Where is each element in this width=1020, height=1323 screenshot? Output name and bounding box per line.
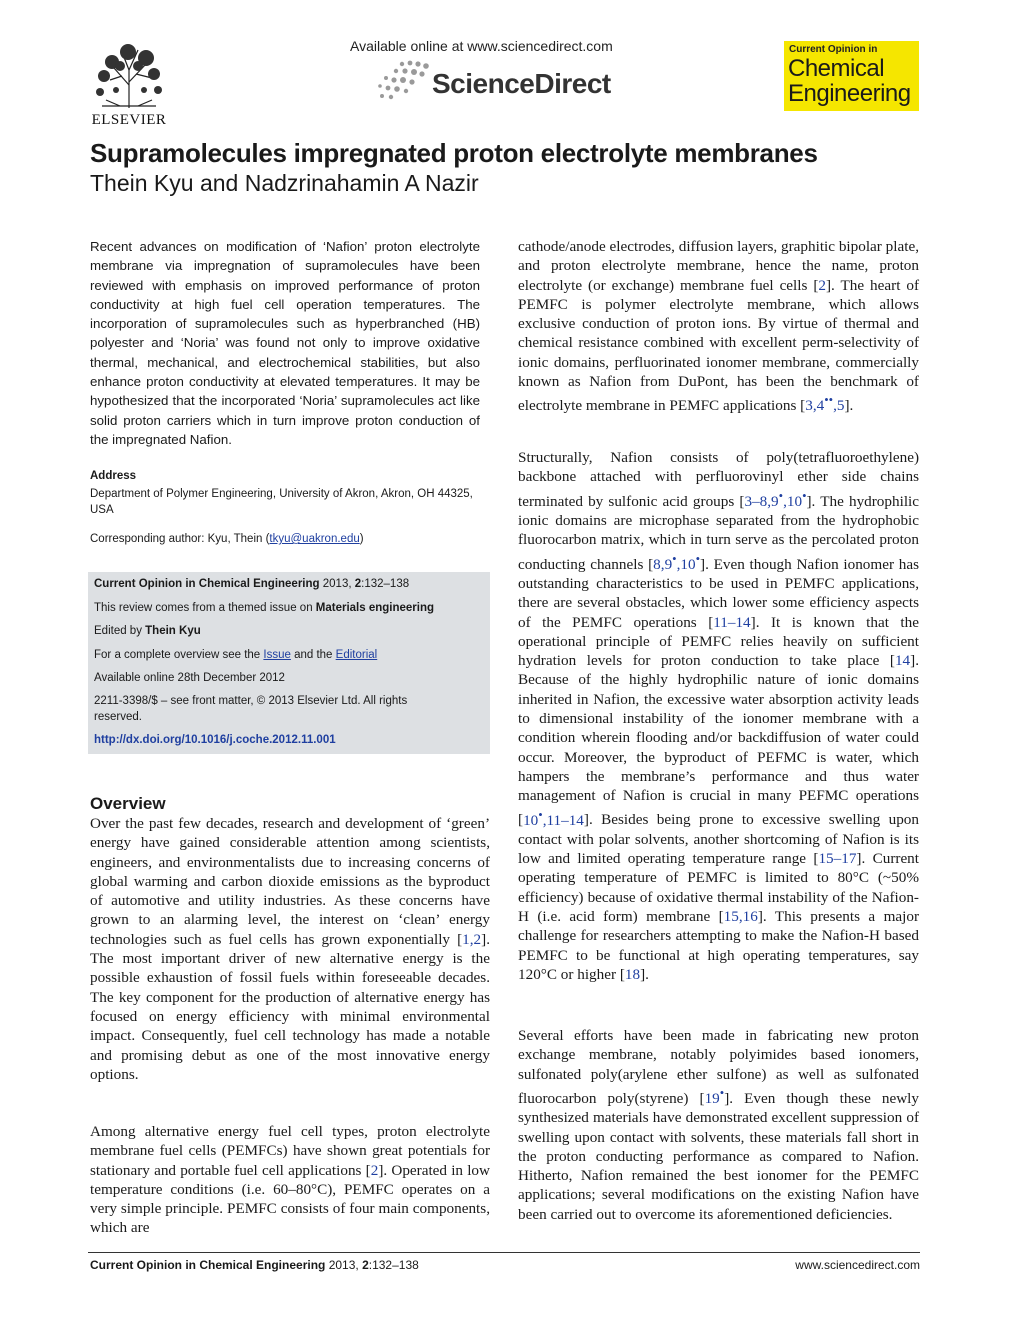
text-run: ]. It is known that the operational principle of PEMFC relies heavily on sufficient hydration levels for proton conduction to take place [ [518,613,919,670]
info-themed-topic: Materials engineering [315,602,435,614]
text-run: ]. The hydrophilic ionic domains are microphase separated from the hydrophobic fluorocarbon matrix, which in turn serve as the percolated proton conducting channels [ [518,492,919,573]
reference-link[interactable]: 1,2 [462,930,482,948]
issue-link[interactable]: Issue [263,649,291,661]
doi-link[interactable] [94,734,336,746]
journal-badge-engineering: Engineering [788,80,911,107]
journal-badge-line1: Current Opinion in [789,44,878,55]
info-edited-by [94,625,201,637]
info-year: 2013, [319,578,355,590]
text-run: 3–8,9 [744,492,779,510]
text-run: 10 [523,811,539,829]
text-run: ]. Even though Nafion ionomer has outstanding characteristics to be used in PEMFC applications, there are several obstacles, which lower some efficiency aspects of the PEMFC operations [ [518,555,920,631]
footer-divider [88,1252,920,1253]
info-overview [94,649,377,661]
text-run: ,10 [676,555,696,573]
reference-link[interactable] [523,807,584,829]
editorial-link[interactable]: Editorial [335,649,378,661]
info-edited-prefix: Edited by [94,625,146,637]
info-journal: Current Opinion in Chemical Engineering [94,578,320,590]
info-editor: Thein Kyu [145,625,201,637]
doi-link-text[interactable]: http://dx.doi.org/10.1016/j.coche.2012.11.001 [94,734,336,746]
text-run: ]. Operated in low temperature conditions (i.e. 60–80°C), PEMFC operates on a very simple principle. PEMFC consists of four main components, which are [90,1161,490,1237]
reference-link[interactable] [704,1085,725,1107]
body-paragraph-3 [518,1026,919,1224]
info-overview-mid: and the [290,649,336,661]
article-authors: Thein Kyu and Nadzrinahamin A Nazir [90,170,479,196]
info-overview-prefix: For a complete overview see the [94,649,264,661]
sciencedirect-dots-icon [372,58,436,102]
overview-paragraph-2 [90,1122,490,1238]
reference-link[interactable]: 18 [624,965,641,983]
reference-link[interactable] [744,488,807,510]
footer-citation [90,1258,419,1272]
reference-bullet: • [672,551,677,566]
text-run: ,11–14 [542,811,584,829]
corresponding-prefix: Corresponding author: Kyu, Thein ( [90,533,270,545]
reference-link[interactable] [653,551,701,573]
reference-link[interactable]: 2 [818,276,826,294]
reference-link[interactable]: 14 [894,652,911,670]
publisher-name: ELSEVIER [91,112,167,128]
text-run: Structurally, Nafion consists of poly(tetrafluoroethylene) backbone attached with perfluorovinyl ether side chains terminated by sulfonic acid groups [ [518,449,919,510]
reference-link[interactable]: 15,16 [723,908,758,926]
reference-link[interactable]: 11–14 [713,613,751,631]
info-citation [94,578,409,590]
body-paragraph-1 [518,237,919,416]
journal-badge-chemical: Chemical [788,55,885,82]
reference-link[interactable] [805,393,845,415]
reference-bullet: • [802,488,807,503]
reference-bullet: • [695,551,701,566]
overview-paragraph-1 [90,814,490,1084]
info-volume: 2 [354,578,362,590]
footer-pages: :132–138 [368,1258,419,1272]
available-online-text[interactable]: Available online at www.sciencedirect.com [350,38,613,54]
text-run: ]. The heart of PEMFC is polymer electrolyte membrane, which allows exclusive conduction of proton ions. By virtue of thermal and chemical resistance combined with excellent perm-selectivity of ionic domains, perfluorinated ionomer membrane, commercially known as Nafion from DuPont, has been the benchmark of electrolyte membrane in PEMFC applications [ [518,276,919,415]
reference-bullet: • [719,1085,725,1100]
author-email-link[interactable]: tkyu@uakron.edu [269,533,360,545]
text-run: ]. Because of the highly hydrophilic nature of ionic domains inherited in Nafion, the excessive water absorption activity leads to dimensional instability of the ionomer membrane with a condition wherein flooding and/or backdiffusion of water could occur. Moreover, the byproduct of PEFMC is water, which hampers the membrane’s performance and thus water management of Nafion is crucial in many PEFMC operations [ [518,652,919,829]
footer-volume: 2 [362,1258,369,1272]
reference-link[interactable]: 2 [370,1161,379,1179]
text-run: ]. Current operating temperature of PEMFC is limited to 80°C (~50% efficiency) because of oxidative thermal instability of the Nafion-H (i.e. acid form) membrane [ [518,850,919,926]
abstract: Recent advances on modification of ‘Nafion’ proton electrolyte membrane via impregnation of supramolecules have been reviewed with emphasis on improved performance of proton conductivity at high fuel cell operation temperatures. The incorporation of supramolecules such as hyperbranched (HB) polyester and ‘Noria’ was found not only to improve oxidative thermal, mechanical, and electrochemical stabilities, but also enhance proton conductivity at elevated temperatures. It may be hypothesized that the incorporated ‘Noria’ supramolecules act like solid proton carriers which in turn improve proton conduction of the impregnated Nafion. [90,239,480,447]
sciencedirect-wordmark: ScienceDirect [432,68,611,99]
info-themed-issue [94,602,434,614]
info-copyright-line1: 2211-3398/$ – see front matter, © 2013 Elsevier Ltd. All rights [94,695,408,707]
text-run: ]. Besides being prone to excessive swelling upon contact with polar solvents, another shortcoming of Nafion is its low and limited operating temperature range [ [518,811,919,868]
reference-bullet: • [538,807,543,822]
info-themed-prefix: This review comes from a themed issue on [94,602,316,614]
text-run: ]. [844,397,854,415]
text-run: ]. [640,965,649,983]
journal-badge [784,41,919,111]
elsevier-logo [88,40,170,130]
text-run: ,5 [833,397,845,415]
journal-badge-line2 [788,56,911,106]
text-run: 19 [704,1089,720,1107]
text-run: ]. Even though these newly synthesized materials have demonstrated excellent suppression of swelling upon contact with solvents, these materials fall short in the proton conducting performance as compared to Nafion. Hitherto, Nafion remained the best ionomer for the PEMFC applications; several modifications on the existing Nafion have been carried out to overcome its aforementioned deficiencies. [518,1089,919,1223]
reference-bullet: •• [824,393,834,408]
text-run: Among alternative energy fuel cell types, proton electrolyte membrane fuel cells (PEMFCs) have shown great potentials for stationary and portable fuel cell applications [ [90,1123,490,1179]
text-run: Over the past few decades, research and development of ‘green’ energy have gained considerable attention among scientists, engineers, and environmentalists due to increasing concerns of global warming and carbon dioxide emissions as the byproduct of automotive and utility industries. As these concerns have grown to an alarming level, the interest on ‘clean’ energy technologies such as fuel cells has grown exponentially [ [90,815,490,948]
article-info-box [88,572,490,754]
text-run: ]. This presents a major challenge for researchers attempting to make the Nafion-H based PEMFC to be functional at high operating temperatures, say 120°C or higher [ [518,908,920,983]
reference-bullet: • [778,488,784,503]
info-copyright-line2: reserved. [94,711,142,723]
article-title: Supramolecules impregnated proton electrolyte membranes [90,138,818,168]
corresponding-author [90,533,490,545]
overview-heading: Overview [90,794,166,813]
reference-link[interactable]: 15–17 [818,850,857,868]
text-run: cathode/anode electrodes, diffusion layers, graphitic bipolar plate, and proton electrolyte membrane, hence the name, proton electrolyte (or exchange) membrane fuel cells [ [518,238,919,294]
info-pages: :132–138 [361,578,410,590]
elsevier-tree-icon [92,40,166,110]
text-run: ]. The most important driver of new alternative energy is the possible exhaustion of fossil fuels within foreseeable decades. The key component for the production of alternative energy has focused on energy efficiency with minimal environmental impact. Consequently, fuel cell technology has made a notable and promising debut as one of the most innovative energy options. [90,930,490,1083]
address-text: Department of Polymer Engineering, University of Akron, Akron, OH 44325, USA [90,488,473,516]
info-available: Available online 28th December 2012 [94,672,285,684]
sciencedirect-logo[interactable] [372,58,612,102]
footer-journal: Current Opinion in Chemical Engineering [90,1258,326,1272]
text-run: 8,9 [653,555,673,573]
text-run: 3,4 [805,397,825,415]
footer-site[interactable]: www.sciencedirect.com [795,1258,920,1272]
corresponding-suffix: ) [359,533,364,545]
address-heading: Address [90,470,137,482]
body-paragraph-2 [518,448,919,984]
text-run: ,10 [783,492,803,510]
footer-year: 2013, [325,1258,363,1272]
text-run: Several efforts have been made in fabricating new proton exchange membrane, notably polyimides based ionomers, sulfonated poly(arylene ether sulfone) as well as sulfonated fluorocarbon poly(styrene) [ [518,1027,919,1107]
